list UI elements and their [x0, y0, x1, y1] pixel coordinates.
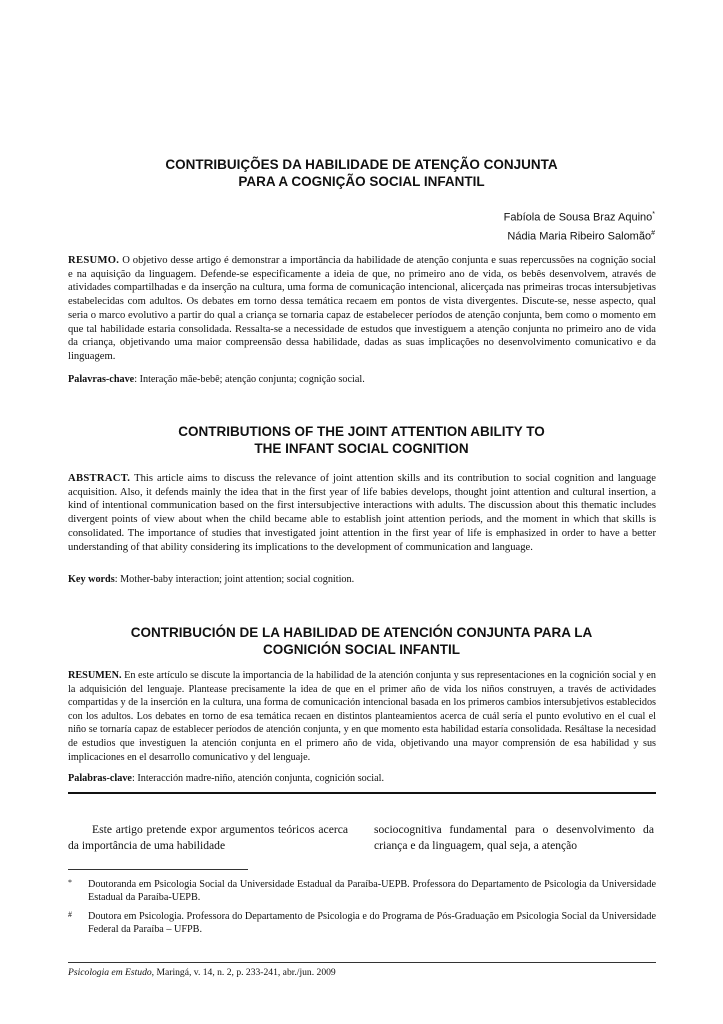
footer-details: , Maringá, v. 14, n. 2, p. 233-241, abr./jun. 2009: [151, 967, 336, 978]
keywords-english: [68, 573, 656, 586]
title-en-line1: CONTRIBUTIONS OF THE JOINT ATTENTION ABILITY TO: [178, 424, 545, 439]
abstract-english: [68, 472, 656, 554]
footnotes: [68, 878, 656, 942]
author-2-mark: #: [651, 229, 655, 237]
keywords-pt-label: Palavras-chave: [68, 374, 135, 385]
title-english: [60, 423, 663, 457]
title-pt-line1: CONTRIBUIÇÕES DA HABILIDADE DE ATENÇÃO CONJUNTA: [165, 157, 558, 172]
footnote-1-text: Doutoranda em Psicologia Social da Universidade Estadual da Paraíba-UEPB. Professora do Departamento de Psicologia da Universidade Estadual da Paraíba-UEPB.: [88, 879, 656, 903]
abstract-en-text: This article aims to discuss the relevance of joint attention skills and its contribution to social cognition and language acquisition. Also, it defends mainly the idea that in the first year of life babies develops, thought joint attention and cultural insertion, a kind of intentional communication based on the first intersubjective interactions with adults. The discussion about this thematic includes divergent points of view about when the child became able to establish joint attention periods, and the moment in which that skills is consolidated. The importance of studies that investigated joint attention in the first year of life is emphasized in order to have a better understanding of that ability considering its implications to the development of communication and language.: [68, 473, 656, 553]
footnote-1-mark: *: [68, 878, 72, 887]
keywords-spanish: [68, 772, 656, 785]
abstract-portuguese: [68, 254, 656, 364]
author-1: Fabíola de Sousa Braz Aquino*: [503, 211, 655, 224]
abstract-es-text: En este artículo se discute la importancia de la habilidad de la atención conjunta y sus representaciones en la cognición social y en la adquisición del lenguaje. Plantease precisamente la idea de que en el primer año de vida los niños construyen, a través de actividades compartidas y de la inserción en la cultura, una forma de comunicación intencional basada en los primeros cambios intersubjetivos establecidos con los adultos. Los debates en torno de esa temática recaen en distintos planteamientos acerca de cuál sería el punto evolutivo en el cual el niño se tornaría capaz de establecer períodos de atención conjunta, y en que momento esta habilidad estaría consolidada. Resáltase la necesidad de estudios que investiguen la atención conjunta en el primero año de vida, objetivando una mayor comprensión de esa habilidad y sus implicaciones en el desarrollo comunicativo y del lenguaje.: [68, 670, 656, 763]
page-footer: [68, 967, 656, 979]
title-es-line1: CONTRIBUCIÓN DE LA HABILIDAD DE ATENCIÓN CONJUNTA PARA LA: [130, 625, 593, 640]
body-column-right: sociocognitiva fundamental para o desenvolvimento da criança e da linguagem, qual seja, a atenção: [374, 823, 654, 852]
title-pt-line2: PARA A COGNIÇÃO SOCIAL INFANTIL: [238, 174, 485, 189]
title-en-line2: THE INFANT SOCIAL COGNITION: [254, 441, 469, 456]
author-1-mark: *: [652, 211, 655, 218]
abstract-en-label: ABSTRACT.: [68, 473, 131, 484]
author-list: [504, 207, 655, 244]
footnote-2-text: Doutora em Psicologia. Professora do Departamento de Psicologia e do Programa de Pós-Graduação em Psicologia Social da Universidade Federal da Paraíba – UFPB.: [88, 911, 656, 935]
title-spanish: [60, 624, 663, 658]
abstract-pt-label: RESUMO.: [68, 255, 120, 266]
footnote-2: [68, 910, 656, 936]
title-es-line2: COGNICIÓN SOCIAL INFANTIL: [262, 642, 460, 657]
abstract-spanish: [68, 669, 656, 764]
keywords-pt-text: : Interação mãe-bebê; atenção conjunta; cognição social.: [134, 374, 365, 385]
keywords-es-label: Palabras-clave: [68, 773, 132, 784]
footnote-divider: [68, 869, 248, 870]
keywords-en-label: Key words: [68, 574, 115, 585]
footer-divider: [68, 962, 656, 963]
footer-journal: Psicologia em Estudo: [68, 967, 152, 978]
section-divider: [68, 792, 656, 794]
keywords-en-text: : Mother-baby interaction; joint attention; social cognition.: [114, 574, 355, 585]
body-column-left: Este artigo pretende expor argumentos teóricos acerca da importância de uma habilidade: [68, 823, 348, 852]
abstract-pt-text: O objetivo desse artigo é demonstrar a importância da habilidade de atenção conjunta e suas repercussões na cognição social e na aquisição da linguagem. Defende-se especificamente a ideia de que, no primeiro ano de vida, os bebês desenvolvem, através de atividades compartilhadas e da inserção na cultura, uma forma de comunicação intencional, alicerçada nas primeiras trocas intersubjetivas estabelecidas com adultos. Os debates em torno dessa temática recaem em pontos de vista divergentes. Discute-se, nesse aspecto, qual seria o marco evolutivo a partir do qual a criança se tornaria capaz de estabelecer períodos de atenção conjunta, bem como o momento em que tal habilidade estaria consolidada. Ressalta-se a necessidade de estudos que investiguem a atenção conjunta no primeiro ano de vida da criança, objetivando uma maior compreensão dessa habilidade, dadas as suas implicações no desenvolvimento comunicativo e da linguagem.: [68, 255, 656, 362]
keywords-es-text: : Interacción madre-niño, atención conjunta, cognición social.: [131, 773, 384, 784]
abstract-es-label: RESUMEN.: [68, 670, 122, 681]
author-2: Nádia Maria Ribeiro Salomão#: [507, 229, 655, 243]
footnote-1: [68, 878, 656, 904]
keywords-portuguese: [68, 373, 656, 386]
footnote-2-mark: #: [68, 910, 72, 919]
title-portuguese: [60, 156, 663, 190]
